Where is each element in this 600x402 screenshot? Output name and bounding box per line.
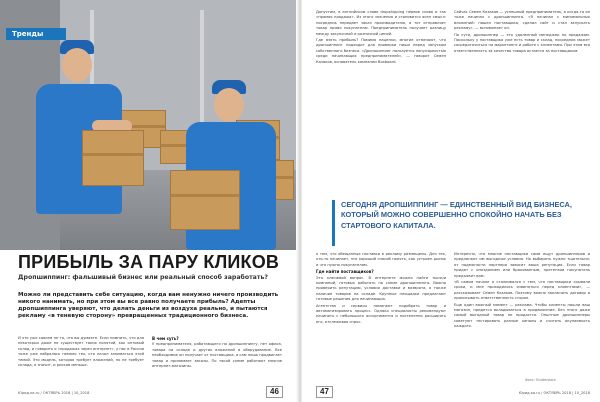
article-lead: Можно ли представить себе ситуацию, когда вам ненужно ничего производить никого нанимать, но при этом вы все равно получаете прибыль? Адепты дропшиппинга уверяют, что делать деньги из воздуха реально, и пытаются рекламу «в теневую сторону» превращенных традиционного бизнеса.: [18, 292, 279, 320]
text-column-right-1: [316, 10, 446, 190]
paragraph: Допустим, в английском слове dropshipping первое слово и так «прямая продажа». Из этого значения и становится ясен смысл: посредник передает заказ производителю, а тот отправляет товар прямо покупателю. Предприниматель получает разницу между закупочной и розничной ценой.: [316, 10, 446, 36]
footer-right: Юрид.ка.ru / ОКТЯБРЬ 2018 | 10_2018: [518, 391, 590, 395]
text-column-right-3: [316, 252, 446, 382]
cardboard-box-held: [170, 170, 240, 230]
article-title: ПРИБЫЛЬ ЗА ПАРУ КЛИКОВ: [18, 252, 280, 272]
paragraph: Агентства и сервисы помогают подобрать товар и автоматизировать процесс. Однако специалисты рекомендуют начинать с небольшого ассортимента и постепенно расширять его, отслеживая спрос.: [316, 303, 446, 324]
text-column-left-2: [152, 336, 282, 384]
paragraph: И это уже совсем не то, что вы думаете. Если помнить, что для некоторых даже не существует таких понятий, как оптовый склад, и говорить о «продажах через интернет», у нас в России тоже уже набралось немало тех, кто начал заниматься этой темой. Это модель, которая требует вложений, но не требует склада, а значит, и рисков меньше.: [18, 336, 144, 368]
paragraph: Еще один важный момент — реклама. Чтобы клиенты нашли ваш магазин, придется вкладываться в продвижение. Без этого даже самый выгодный товар не продастся. Опытные дропшипперы советуют тестировать разные каналы и считать окупаемость каждого.: [454, 302, 590, 329]
paragraph: Сейчас Семен Казаков — успешный предприниматель, а когда-то он тоже начинал с дропшиппинга. «Я начинал с минимальных вложений: нашел поставщика, сделал сайт и стал запускать рекламу», — вспоминает он.: [454, 10, 590, 31]
paragraph: к тем, что обещанные поставки в рекламу размещены. Для тех, кто-то начинает, это хороший способ понять, как устроен рынок и что нужно покупателям.: [316, 252, 446, 267]
photo-credit: Фото: Shutterstock: [525, 378, 556, 382]
paragraph: «В самом начале я сталкивался с тем, что поставщики срывали сроки, и мне приходилось извиняться перед клиентами», — рассказывает Семен Казаков. Поэтому важно заключать договор и прописывать ответственность сторон.: [454, 280, 590, 301]
text-column-right-4: [454, 252, 590, 376]
page-number-left: 46: [266, 386, 283, 398]
subheading: В чем суть?: [152, 336, 179, 341]
paragraph: У предпринимателя, работающего по дропшиппингу, нет офиса, товара на складе и других вложений в оборудование. Все необходимое он получает от поставщика, а сам лишь продвигает товар и принимает заказы. По такой схеме работают многие интернет-магазины.: [152, 342, 282, 369]
footer-left: Юрид.ка.ru / ОКТЯБРЬ 2018 | 10_2018: [18, 391, 90, 395]
paragraph: Где взять прибыль? Помимо наценки, многие отмечают, что дропшиппинг подходит для проверки ниши перед запуском собственного бизнеса. «Дропшиппинг пользуется популярностью среди начинающих предпринимателей», — говорит Семен Казаков, основатель компании Boxboard.: [316, 38, 446, 64]
text-column-left-1: [18, 336, 144, 384]
pull-quote-text: СЕГОДНЯ ДРОПШИППИНГ — ЕДИНСТВЕННЫЙ ВИД БИЗНЕСА, КОТОРЫЙ МОЖНО СОВЕРШЕННО СПОКОЙНО НАЧАТЬ БЕЗ СТАРТОВОГО КАПИТАЛА.: [341, 200, 572, 230]
pull-quote: [332, 200, 590, 246]
head: [214, 88, 244, 122]
paragraph: По сути, дропшиппер — это удаленный менеджер по продажам. Поскольку у поставщика уже есть товар и склад, посредник может сосредоточиться на маркетинге и работе с клиентами. При этом вся ответственность за качество товара остается за поставщиком.: [454, 32, 590, 53]
subheading: Где найти поставщиков?: [316, 269, 374, 275]
article-subtitle: Дропшиппинг: фальшивый бизнес или реальный способ заработать?: [18, 274, 268, 281]
left-page: [0, 0, 298, 402]
head: [62, 48, 92, 82]
paragraph: Интересно, что многие поставщики сами ищут дропшипперов и предлагают им выгодные условия. Но выбирать нужно тщательно: от надежности партнера зависит ваша репутация. Если товар придет с опозданием или бракованным, претензии покупатель предъявит вам.: [454, 252, 590, 278]
page-number-right: 47: [316, 386, 333, 398]
cardboard-box-held: [82, 130, 144, 186]
paragraph: Это ключевой вопрос. В интернете можно найти тысячи компаний, готовых работать по схеме дропшиппинга. Важно проверить репутацию, условия доставки и возврата, а также наличие товаров на складе. Крупные площадки предлагают готовые решения для начинающих.: [316, 275, 446, 302]
text-column-right-2: [454, 10, 590, 190]
section-tab: Тренды: [6, 28, 66, 40]
